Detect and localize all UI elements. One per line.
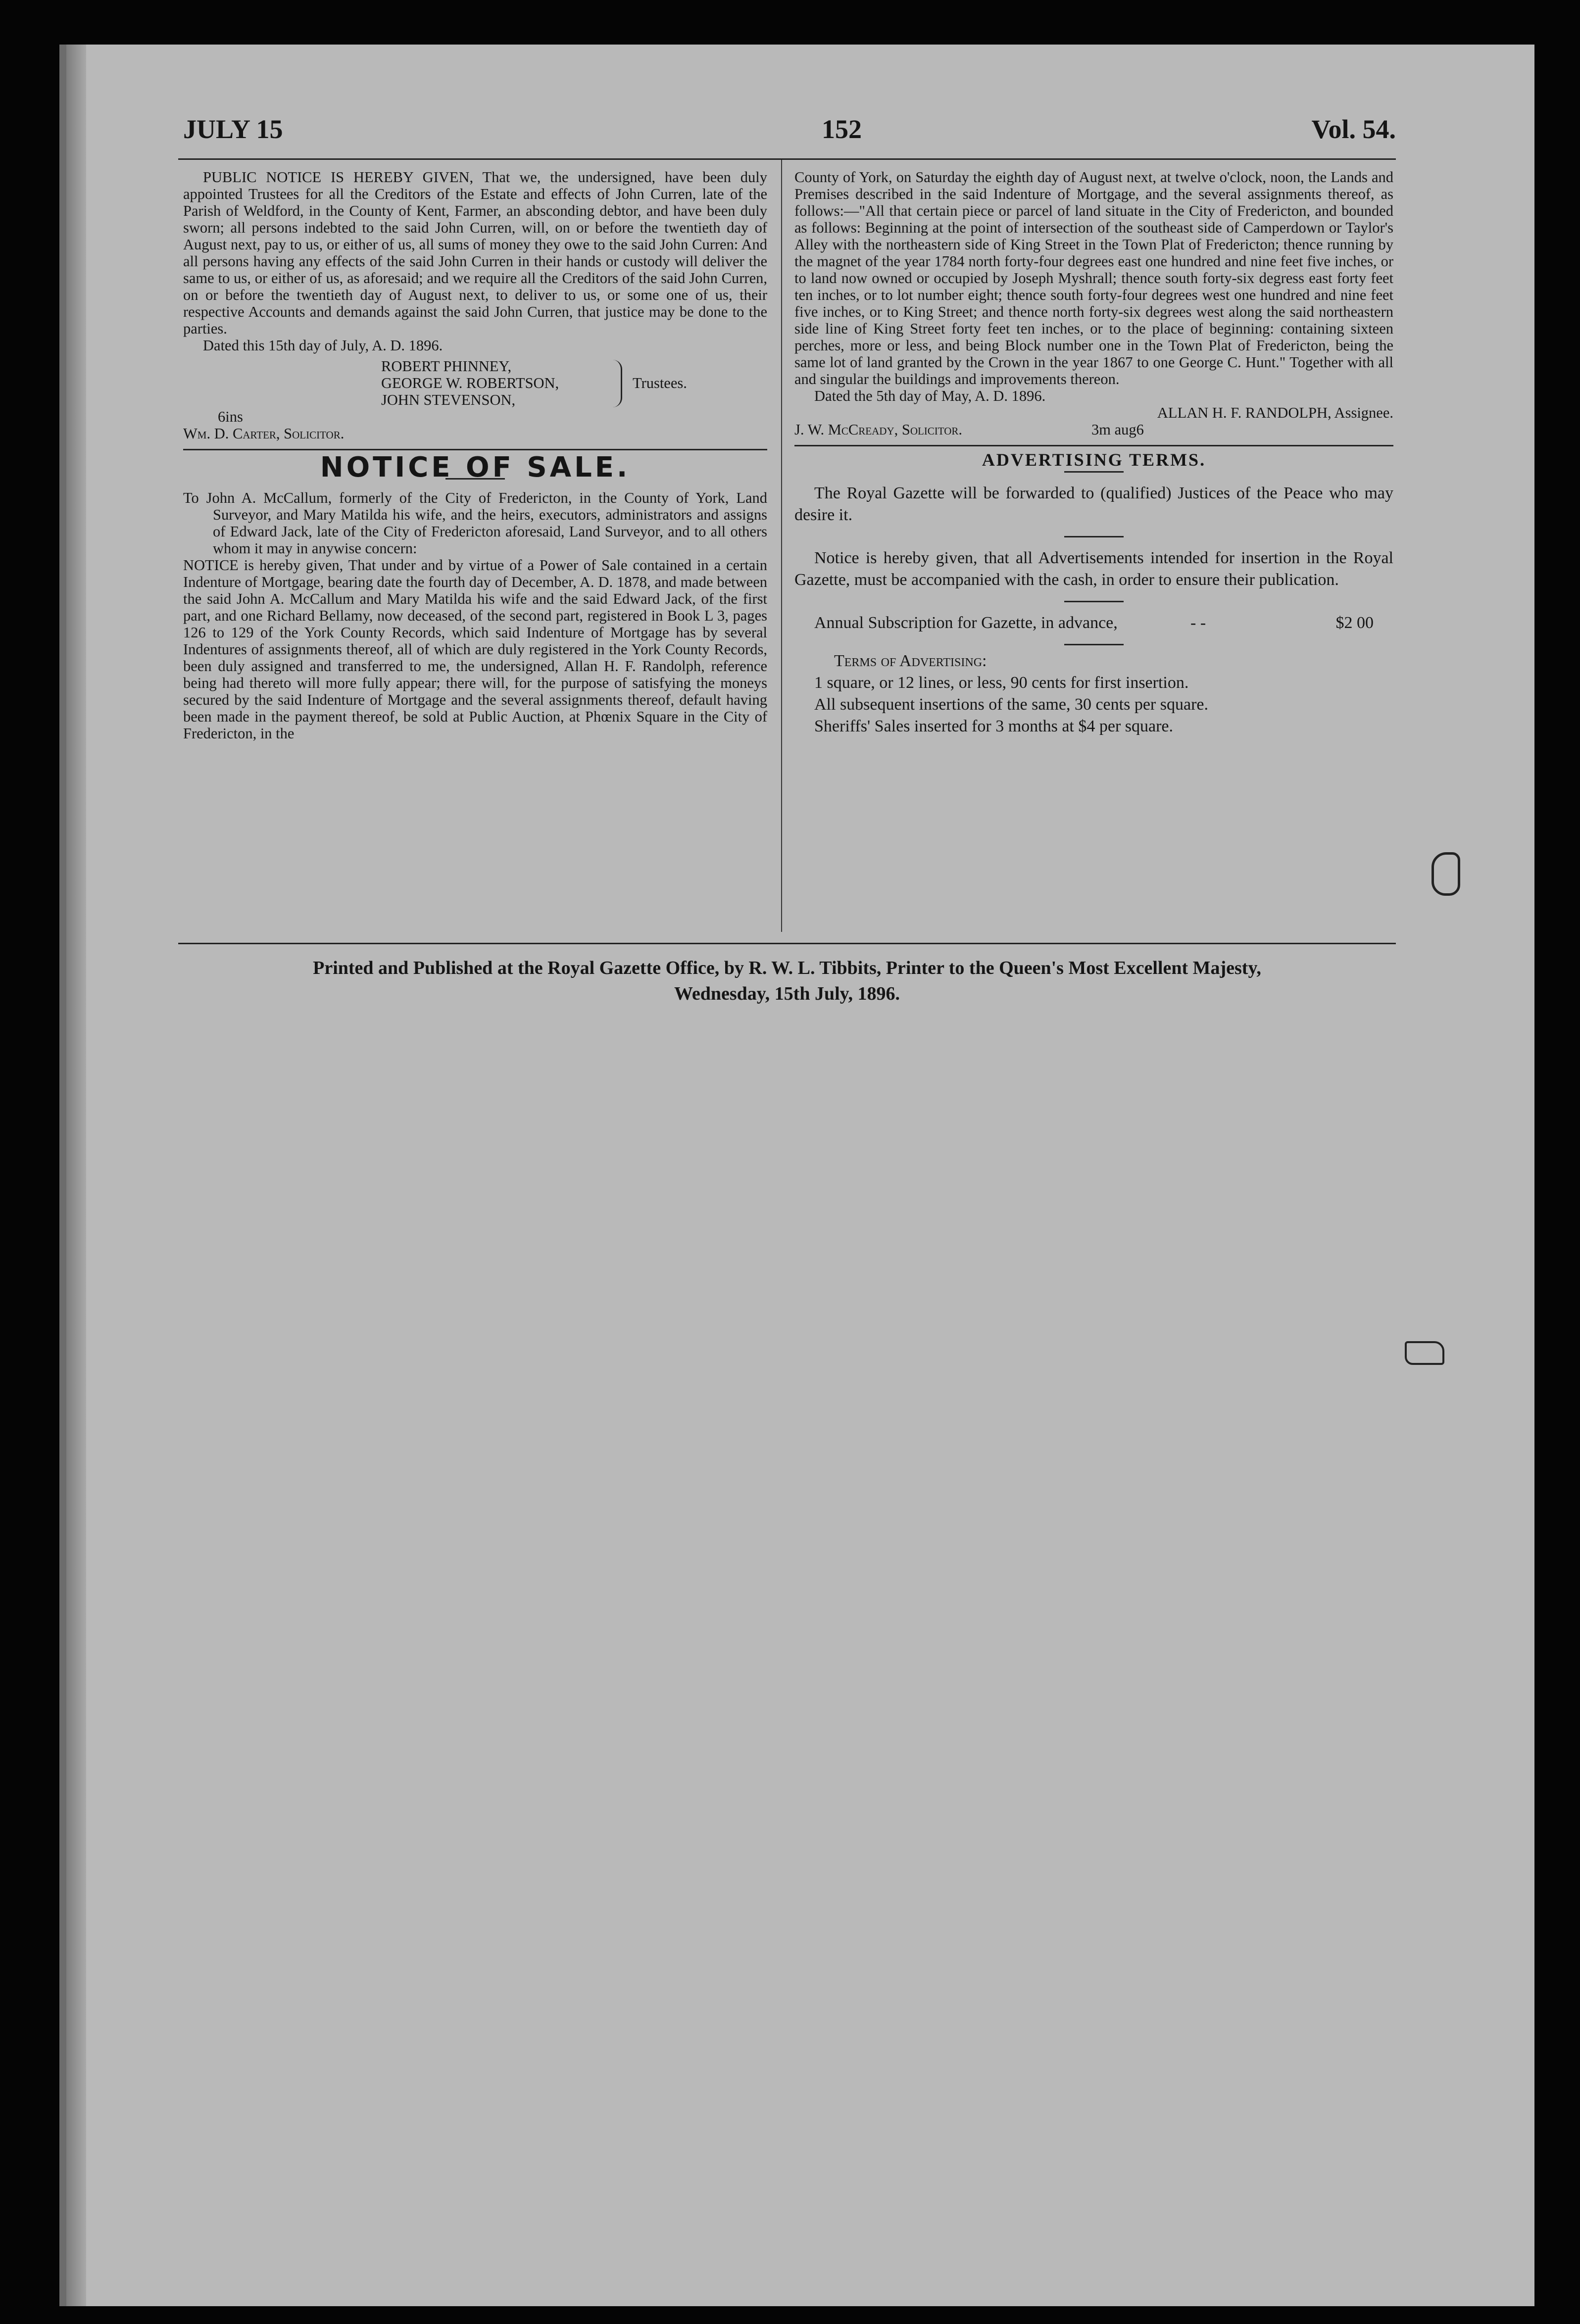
paper-clip-mark — [1432, 852, 1460, 896]
terms-line: 1 square, or 12 lines, or less, 90 cents for first insertion. — [814, 674, 1189, 692]
right-column — [794, 169, 1393, 737]
insertion-code: 3m aug6 — [1091, 421, 1144, 438]
subscription-label: Annual Subscription for Gazette, in advance, — [814, 614, 1118, 632]
trustee-solicitor: Wm. D. Carter, Solicitor. — [183, 425, 345, 442]
trustee-role: Trustees. — [633, 375, 687, 391]
sale-notice-body: NOTICE is hereby given, That under and by virtue of a Power of Sale contained in a certain Indenture of Mortgage, bearing date the fourth day of December, A. D. 1878, and made between the said John A. McCallum and Mary Matilda his wife and the said Edward Jack, of the first part, and one Richard Bellamy, now deceased, of the second part, registered in Book L 3, pages 126 to 129 of the York County Records, which said Indenture of Mortgage has by several Indentures of assignments thereof, all of which are duly registered in the York County Records, been duly assigned and transferred to me, the undersigned, Allan H. F. Randolph, reference being had thereto will more fully appear; there will, for the purpose of satisfying the moneys secured by the said Indenture of Mortgage and the several assignments thereof, default having been made in the payment thereof, be sold at Public Auction, at Phœnix Square in the City of Fredericton, in the — [183, 557, 767, 742]
imprint-date: Wednesday, 15th July, 1896. — [674, 983, 900, 1004]
advertising-terms-title: ADVERTISING TERMS. — [982, 450, 1206, 470]
subscription-line — [794, 612, 1393, 634]
terms-heading: Terms of Advertising: — [834, 652, 987, 670]
subscription-dashes: - - — [1190, 614, 1206, 632]
sale-notice-address: To John A. McCallum, formerly of the City of Fredericton, in the County of York, Land Surveyor, and Mary Matilda his wife, and the heirs, executors, administrators and assigns of Edward Jack, late of the City of Fredericton aforesaid, Land Surveyor, and to all others whom it may in anywise concern: — [183, 489, 767, 557]
paragraph-rule — [1064, 601, 1124, 602]
running-header — [178, 114, 1396, 158]
imprint-line: Printed and Published at the Royal Gazette Office, by R. W. L. Tibbits, Printer to the Queen's Most Excellent Majesty, — [313, 958, 1261, 978]
trustee-name: JOHN STEVENSON, — [381, 391, 516, 408]
assignee-signature — [794, 404, 1393, 421]
sale-notice-continued: County of York, on Saturday the eighth day of August next, at twelve o'clock, noon, the Lands and Premises described in the said Indenture of Mortgage, and the several assignments thereof, as follows:—"All that certain piece or parcel of land situate in the City of Fredericton, and bounded as follows: Beginning at the point of intersection of the southeast side of Camperdown or Taylor's Alley with the northeastern side of King Street in the Town Plat of Fredericton; thence running by the magnet of the year 1784 north forty-four degrees east one hundred and nine feet five inches, or to land now owned or occupied by Joseph Myshrall; thence south forty-six degress east forty feet ten inches, or to lot number eight; thence south forty-four degrees west one hundred and nine feet five inches, or to King Street; and thence north forty-six degrees west along the said northeastern side line of King Street forty feet ten inches, or to the place of beginning: containing sixteen perches, more or less, and being Block number one in the Town Plat of Fredericton, being the same lot of land granted by the Crown in the year 1867 to one George C. Hunt." Together with all and singular the buildings and improvements thereon. — [794, 169, 1393, 387]
trustee-name: GEORGE W. ROBERTSON, — [381, 375, 559, 391]
trustee-notice-body: PUBLIC NOTICE IS HEREBY GIVEN, That we, the undersigned, have been duly appointed Trustees for all the Creditors of the Estate and effects of John Curren, late of the Parish of Weldford, in the County of Kent, Farmer, an absconding debtor, and have been duly sworn; all persons indebted to the said John Curren, will, on or before the twentieth day of August next, pay to us, or either of us, all sums of money they owe to the said John Curren: And all persons having any effects of the said John Curren in their hands or custody will deliver the same to us, or either of us, as aforesaid; and we require all the Creditors of the said John Curren, on or before the twentieth day of August next, to deliver to us, or some one of us, their respective Accounts and demands against the said John Curren, that justice may be done to the parties. — [183, 169, 767, 337]
header-date: JULY 15 — [183, 114, 283, 144]
header-volume: Vol. 54. — [1311, 114, 1396, 144]
terms-line: All subsequent insertions of the same, 30 cents per square. — [814, 695, 1208, 714]
sale-solicitor: J. W. McCready, Solicitor. — [794, 421, 963, 438]
advertisement-cash-notice: Notice is hereby given, that all Advertisements intended for insertion in the Royal Gazette, must be accompanied with the cash, in order to ensure their publication. — [794, 549, 1393, 589]
paragraph-rule — [1064, 644, 1124, 645]
subscription-amount: $2 00 — [1335, 614, 1374, 632]
two-column-body — [178, 160, 1396, 932]
imprint-rule — [178, 943, 1396, 944]
brace-glyph — [613, 360, 622, 407]
gazette-page — [178, 114, 1396, 1007]
section-rule — [794, 445, 1393, 446]
gazette-forwarded-note: The Royal Gazette will be forwarded to (qualified) Justices of the Peace who may desire it. — [794, 484, 1393, 524]
page-edge-shadow — [66, 45, 86, 2306]
trustee-signatures — [183, 358, 767, 442]
left-column — [183, 169, 767, 742]
trustee-name-list — [381, 358, 559, 408]
page-tab-mark — [1405, 1341, 1444, 1365]
section-rule — [183, 449, 767, 450]
imprint — [178, 955, 1396, 1007]
paragraph-rule — [1064, 536, 1124, 537]
header-page-number: 152 — [822, 114, 862, 144]
sale-notice-dated: Dated the 5th day of May, A. D. 1896. — [814, 387, 1046, 404]
trustee-notice-dated: Dated this 15th day of July, A. D. 1896. — [203, 337, 443, 354]
title-underline — [1064, 471, 1124, 473]
trustee-name: ROBERT PHINNEY, — [381, 358, 512, 375]
insertion-count: 6ins — [218, 408, 243, 425]
sale-solicitor-line — [794, 421, 1393, 438]
terms-line: Sheriffs' Sales inserted for 3 months at $4 per square. — [814, 717, 1174, 735]
assignee-name: ALLAN H. F. RANDOLPH, Assignee. — [1157, 404, 1393, 421]
column-divider — [781, 160, 782, 932]
notice-of-sale-title: NOTICE OF SALE. — [320, 451, 631, 484]
